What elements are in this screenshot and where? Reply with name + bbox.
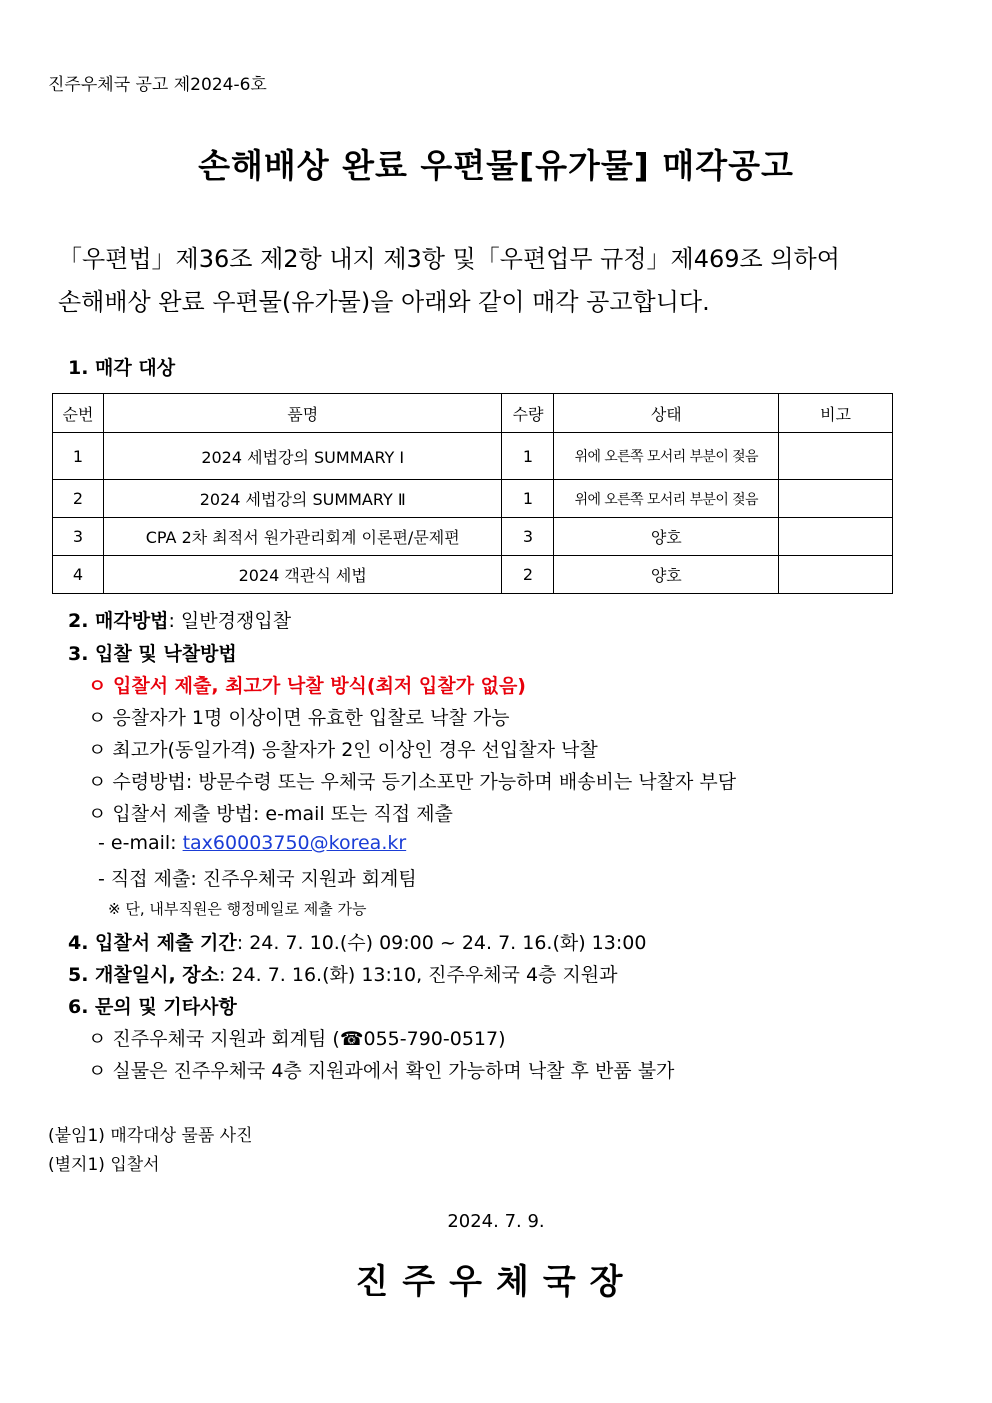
attachment-1: (붙임1) 매각대상 물품 사진 [48, 1126, 253, 1146]
cell-name: CPA 2차 최적서 원가관리회계 이론편/문제편 [103, 518, 502, 556]
section-4-label: 4. 입찰서 제출 기간 [68, 932, 237, 954]
section-6-title: 6. 문의 및 기타사항 [68, 996, 237, 1018]
bullet-icon: ㅇ [88, 803, 107, 825]
section-5 [68, 960, 618, 987]
cell-condition: 양호 [554, 518, 779, 556]
table-row [53, 433, 893, 480]
intro-line-1: 「우편법」제36조 제2항 내지 제3항 및「우편업무 규정」제469조 의하여 [58, 245, 840, 273]
section-3-item-text: 응찰자가 1명 이상이면 유효한 입찰로 낙찰 가능 [112, 707, 510, 729]
document-title: 손해배상 완료 우편물[유가물] 매각공고 [198, 146, 794, 185]
section-3-item [88, 735, 598, 762]
intro-paragraph [58, 238, 840, 324]
table-row [53, 480, 893, 518]
table-row [53, 556, 893, 594]
cell-qty: 2 [502, 556, 554, 594]
section-5-label: 5. 개찰일시, 장소 [68, 964, 220, 986]
section-3-title: 3. 입찰 및 낙찰방법 [68, 643, 237, 665]
cell-no: 2 [53, 480, 104, 518]
section-4-value: : 24. 7. 10.(수) 09:00 ~ 24. 7. 16.(화) 13:00 [236, 932, 647, 954]
cell-remark [779, 480, 893, 518]
section-1-title: 1. 매각 대상 [68, 357, 176, 379]
section-3-item [88, 799, 453, 826]
attachment-2: (별지1) 입찰서 [48, 1155, 160, 1175]
email-line [98, 832, 406, 854]
section-6-item [88, 1056, 674, 1083]
cell-remark [779, 518, 893, 556]
direct-submit-line: - 직접 제출: 진주우체국 지원과 회계팀 [98, 868, 417, 890]
cell-no: 1 [53, 433, 104, 480]
table-header-row [53, 394, 893, 433]
items-table [52, 393, 893, 594]
section-3-item-text: 최고가(동일가격) 응찰자가 2인 이상인 경우 선입찰자 낙찰 [112, 739, 598, 761]
section-6-item-text: 실물은 진주우체국 4층 지원과에서 확인 가능하며 낙찰 후 반품 불가 [112, 1060, 675, 1082]
cell-name: 2024 객관식 세법 [103, 556, 502, 594]
section-3-item-text: 입찰서 제출, 최고가 낙찰 방식(최저 입찰가 없음) [112, 675, 526, 697]
section-4 [68, 928, 646, 955]
cell-no: 3 [53, 518, 104, 556]
section-6-item [88, 1024, 506, 1051]
cell-qty: 3 [502, 518, 554, 556]
header-name: 품명 [103, 394, 502, 433]
bullet-icon: ㅇ [88, 771, 107, 793]
cell-qty: 1 [502, 433, 554, 480]
section-2-label: 2. 매각방법 [68, 610, 169, 632]
bullet-icon: ㅇ [88, 1060, 107, 1082]
bullet-icon: ㅇ [88, 1028, 107, 1050]
section-3-item [88, 767, 736, 794]
cell-name: 2024 세법강의 SUMMARY Ⅱ [103, 480, 502, 518]
issuer-name: 진주우체국장 [355, 1262, 637, 1302]
cell-no: 4 [53, 556, 104, 594]
cell-remark [779, 556, 893, 594]
section-6-item-text: 진주우체국 지원과 회계팀 (☎055-790-0517) [112, 1028, 506, 1050]
section-3-item-text: 입찰서 제출 방법: e-mail 또는 직접 제출 [112, 803, 453, 825]
cell-condition: 위에 오른쪽 모서리 부분이 젖음 [554, 480, 779, 518]
header-remark: 비고 [779, 394, 893, 433]
header-condition: 상태 [554, 394, 779, 433]
email-link[interactable]: tax60003750@korea.kr [182, 832, 407, 854]
header-qty: 수량 [502, 394, 554, 433]
section-3-item-text: 수령방법: 방문수령 또는 우체국 등기소포만 가능하며 배송비는 낙찰자 부담 [112, 771, 737, 793]
bullet-icon: ㅇ [88, 675, 107, 697]
section-2-value: : 일반경쟁입찰 [168, 610, 292, 632]
bullet-icon: ㅇ [88, 739, 107, 761]
bullet-icon: ㅇ [88, 707, 107, 729]
email-label: - e-mail: [98, 832, 183, 854]
cell-condition: 양호 [554, 556, 779, 594]
cell-condition: 위에 오른쪽 모서리 부분이 젖음 [554, 433, 779, 480]
table-row [53, 518, 893, 556]
header-no: 순번 [53, 394, 104, 433]
cell-remark [779, 433, 893, 480]
section-2 [68, 606, 291, 633]
intro-line-2: 손해배상 완료 우편물(유가물)을 아래와 같이 매각 공고합니다. [58, 288, 710, 316]
notice-number: 진주우체국 공고 제2024-6호 [48, 75, 267, 95]
section-3-item [88, 703, 509, 730]
cell-name: 2024 세법강의 SUMMARY Ⅰ [103, 433, 502, 480]
internal-note: ※ 단, 내부직원은 행정메일로 제출 가능 [108, 900, 367, 918]
cell-qty: 1 [502, 480, 554, 518]
section-5-value: : 24. 7. 16.(화) 13:10, 진주우체국 4층 지원과 [219, 964, 618, 986]
document-date: 2024. 7. 9. [447, 1211, 545, 1232]
section-3-item [88, 671, 526, 698]
